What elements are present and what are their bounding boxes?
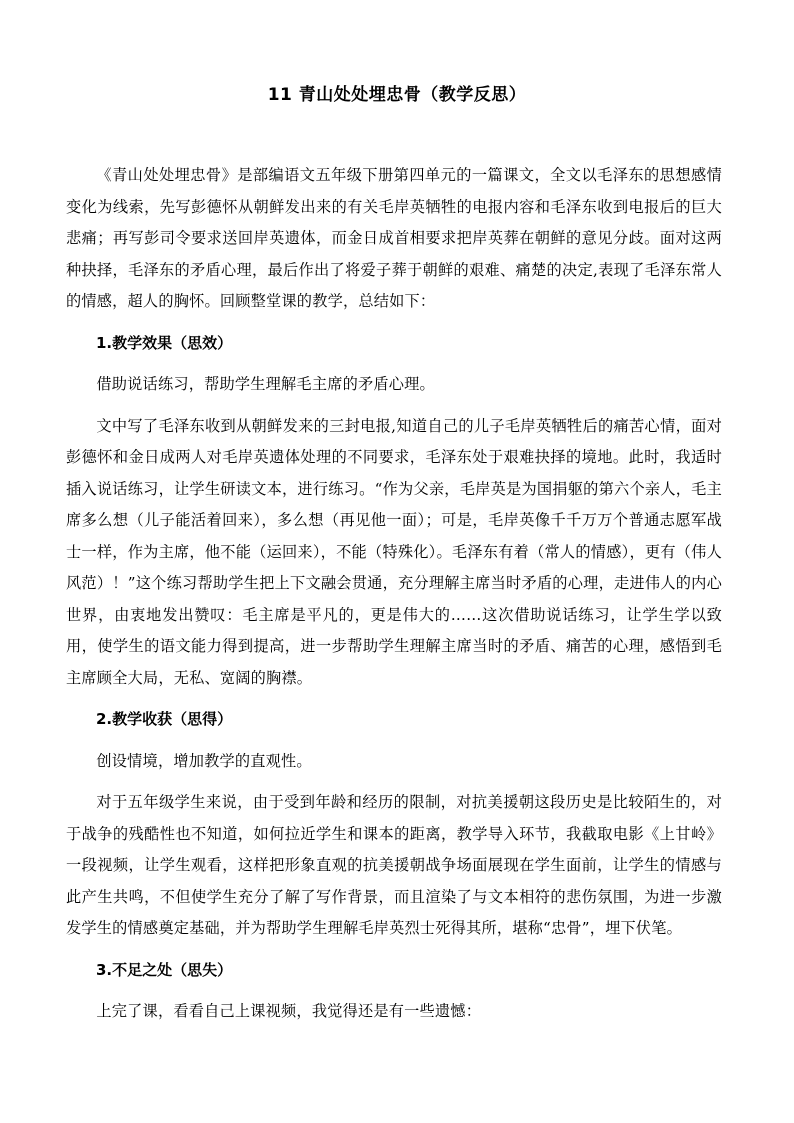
section-heading-2: 2.教学收获（思得） — [96, 710, 233, 728]
section-2-paragraph-2: 对于五年级学生来说，由于受到年龄和经历的限制，对抗美援朝这段历史是比较陌生的，对于战争的残酷性也不知道，如何拉近学生和课本的距离，教学导入环节，我截取电影《上甘岭》一段视频，让学生观看，这样把形象直观的抗美援朝战争场面展现在学生面前，让学生的情感与此产生共鸣，不但使学生充分了解了写作背景，而且渲染了与文本相符的悲伤氛围，为进一步激发学生的情感奠定基础，并为帮助学生理解毛岸英烈士死得其所，堪称“忠骨”，埋下伏笔。 — [66, 793, 722, 937]
section-1-paragraph-2: 文中写了毛泽东收到从朝鲜发来的三封电报,知道自己的儿子毛岸英牺牲后的痛苦心情，面对彭德怀和金日成两人对毛岸英遗体处理的不同要求，毛泽东处于艰难抉择的境地。此时，我适时插入说话练习，让学生研读文本，进行练习。“作为父亲，毛岸英是为国捐躯的第六个亲人，毛主席多么想（儿子能活着回来），多么想（再见他一面）；可是，毛岸英像千千万万个普通志愿军战士一样，作为主席，他不能（运回来），不能（特殊化）。毛泽东有着（常人的情感），更有（伟人风范）！”这个练习帮助学生把上下文融会贯通，充分理解主席当时矛盾的心理，走进伟人的内心世界，由衷地发出赞叹：毛主席是平凡的，更是伟大的……这次借助说话练习，让学生学以致用，使学生的语文能力得到提高，进一步帮助学生理解主席当时的矛盾、痛苦的心理，感悟到毛主席顾全大局，无私、宽阔的胸襟。 — [66, 416, 722, 687]
section-1-paragraph-1: 借助说话练习，帮助学生理解毛主席的矛盾心理。 — [96, 375, 435, 393]
intro-paragraph: 《青山处处埋忠骨》是部编语文五年级下册第四单元的一篇课文，全文以毛泽东的思想感情变化为线索，先写彭德怀从朝鲜发出来的有关毛岸英牺牲的电报内容和毛泽东收到电报后的巨大悲痛；再写彭司令要求送回岸英遗体，而金日成首相要求把岸英葬在朝鲜的意见分歧。面对这两种抉择，毛泽东的矛盾心理，最后作出了将爱子葬于朝鲜的艰难、痛楚的决定,表现了毛泽东常人的情感，超人的胸怀。回顾整堂课的教学，总结如下： — [66, 166, 722, 310]
document-body — [66, 160, 722, 1028]
section-heading-1: 1.教学效果（思效） — [96, 333, 233, 352]
document-title: 11 青山处处埋忠骨（教学反思） — [267, 85, 527, 105]
section-heading-3: 3.不足之处（思失） — [96, 960, 233, 979]
section-3-paragraph-1: 上完了课，看看自己上课视频，我觉得还是有一些遗憾： — [96, 1002, 482, 1020]
section-2-paragraph-1: 创设情境，增加教学的直观性。 — [96, 751, 312, 770]
